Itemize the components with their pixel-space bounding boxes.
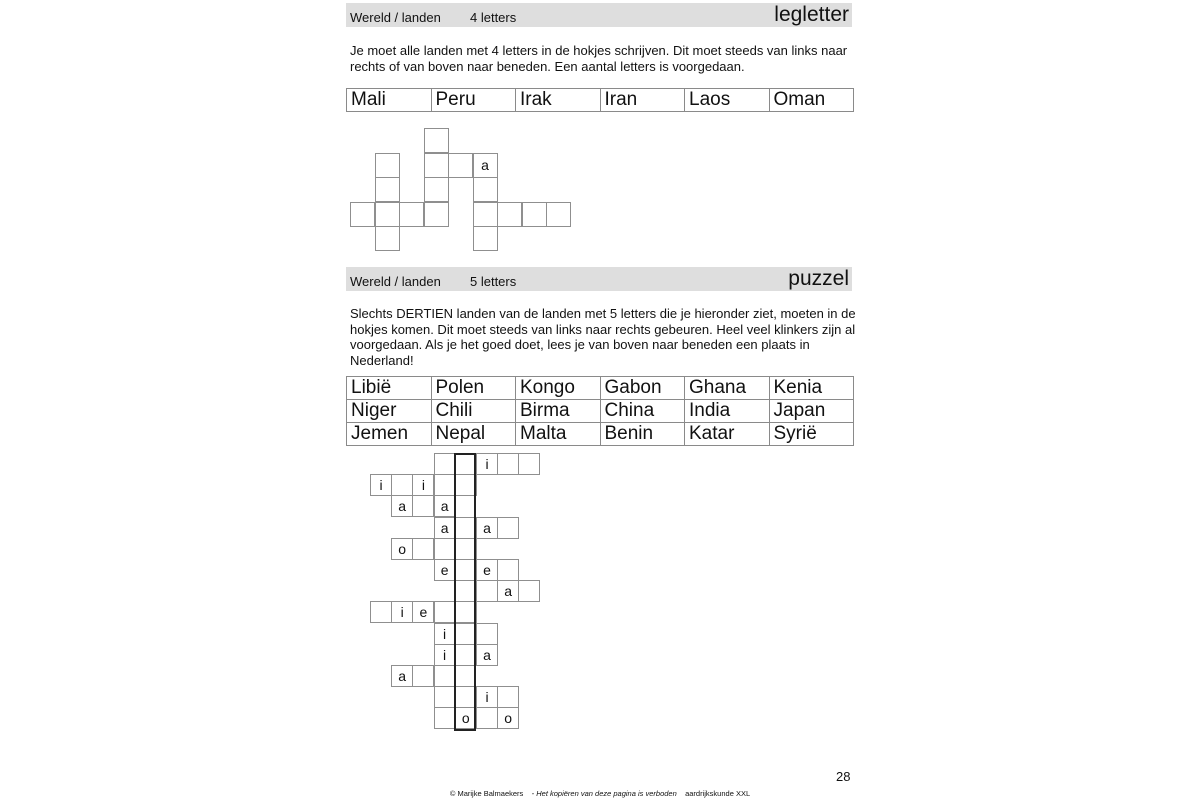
- grid-cell[interactable]: a: [473, 153, 498, 178]
- grid-cell[interactable]: [412, 538, 434, 560]
- word-cell: Birma: [516, 400, 601, 423]
- grid-cell[interactable]: a: [391, 665, 413, 687]
- solution-cell[interactable]: [455, 474, 477, 496]
- word-cell: Katar: [685, 423, 770, 446]
- word-cell: Syrië: [769, 423, 854, 446]
- instructions-4-letters: Je moet alle landen met 4 letters in de hokjes schrijven. Dit moet steeds van links naar rechts of van boven naar beneden. Een aantal letters is voorgedaan.: [350, 43, 848, 74]
- solution-cell[interactable]: [455, 538, 477, 560]
- grid-cell[interactable]: [434, 665, 456, 687]
- word-cell: Gabon: [600, 377, 685, 400]
- solution-cell[interactable]: [455, 644, 477, 666]
- grid-cell[interactable]: [434, 453, 456, 475]
- word-cell: Irak: [516, 89, 601, 112]
- section-subject: Wereld / landen: [350, 274, 441, 289]
- word-cell: Kongo: [516, 377, 601, 400]
- solution-cell[interactable]: [455, 601, 477, 623]
- grid-cell[interactable]: i: [476, 686, 498, 708]
- grid-cell[interactable]: [497, 517, 519, 539]
- grid-cell[interactable]: [518, 580, 540, 602]
- footer-copyright: © Marijke Balmaekers: [449, 789, 524, 798]
- grid-cell[interactable]: a: [497, 580, 519, 602]
- word-cell: Peru: [431, 89, 516, 112]
- grid-cell[interactable]: [497, 559, 519, 581]
- grid-cell[interactable]: i: [391, 601, 413, 623]
- word-cell: Oman: [769, 89, 854, 112]
- grid-cell[interactable]: [476, 707, 498, 729]
- solution-cell[interactable]: [455, 580, 477, 602]
- solution-cell[interactable]: [455, 686, 477, 708]
- footer-book: aardrijkskunde XXL: [685, 789, 751, 798]
- grid-cell[interactable]: i: [370, 474, 392, 496]
- word-cell: Iran: [600, 89, 685, 112]
- grid-cell[interactable]: a: [476, 644, 498, 666]
- grid-cell[interactable]: [497, 686, 519, 708]
- grid-cell[interactable]: [434, 707, 456, 729]
- word-cell: Nepal: [431, 423, 516, 446]
- word-cell: Libië: [347, 377, 432, 400]
- instructions-5-letters: Slechts DERTIEN landen van de landen met 5 letters die je hieronder ziet, moeten in de hokjes komen. Dit moet steeds van links naar rechts gebeuren. Heel veel klinkers zijn al voorgedaan. Als je het goed doet, lees je van boven naar beneden een plaats in Nederland!: [350, 306, 856, 368]
- grid-cell[interactable]: [412, 665, 434, 687]
- word-cell: Jemen: [347, 423, 432, 446]
- section-title: puzzel: [788, 267, 849, 290]
- section-title: legletter: [774, 3, 849, 26]
- word-cell: India: [685, 400, 770, 423]
- grid-cell[interactable]: [434, 601, 456, 623]
- solution-cell[interactable]: [455, 453, 477, 475]
- section-subject: Wereld / landen: [350, 10, 441, 25]
- grid-cell[interactable]: [476, 623, 498, 645]
- grid-cell[interactable]: a: [476, 517, 498, 539]
- grid-cell[interactable]: e: [412, 601, 434, 623]
- footer-notice: - Het kopiëren van deze pagina is verboden: [531, 789, 677, 798]
- word-cell: China: [600, 400, 685, 423]
- grid-cell[interactable]: a: [434, 495, 456, 517]
- grid-cell[interactable]: [434, 538, 456, 560]
- grid-cell[interactable]: i: [476, 453, 498, 475]
- grid-cell[interactable]: a: [434, 517, 456, 539]
- grid-cell[interactable]: [370, 601, 392, 623]
- word-cell: Kenia: [769, 377, 854, 400]
- grid-cell[interactable]: e: [476, 559, 498, 581]
- grid-cell[interactable]: [412, 495, 434, 517]
- word-cell: Ghana: [685, 377, 770, 400]
- word-cell: Laos: [685, 89, 770, 112]
- word-cell: Benin: [600, 423, 685, 446]
- solution-cell[interactable]: [455, 623, 477, 645]
- section-letter-count: 4 letters: [470, 10, 517, 25]
- word-cell: Niger: [347, 400, 432, 423]
- grid-cell[interactable]: [476, 580, 498, 602]
- grid-cell[interactable]: i: [434, 623, 456, 645]
- grid-cell[interactable]: e: [434, 559, 456, 581]
- word-cell: Japan: [769, 400, 854, 423]
- solution-cell[interactable]: o: [455, 707, 477, 729]
- solution-cell[interactable]: [455, 517, 477, 539]
- grid-cell[interactable]: i: [434, 644, 456, 666]
- word-cell: Malta: [516, 423, 601, 446]
- grid-cell[interactable]: [497, 453, 519, 475]
- grid-cell[interactable]: a: [391, 495, 413, 517]
- grid-cell[interactable]: [434, 474, 456, 496]
- section-letter-count: 5 letters: [470, 274, 517, 289]
- word-cell: Polen: [431, 377, 516, 400]
- word-cell: Mali: [347, 89, 432, 112]
- grid-cell[interactable]: [391, 474, 413, 496]
- grid-cell[interactable]: [434, 686, 456, 708]
- grid-cell[interactable]: o: [497, 707, 519, 729]
- grid-cell[interactable]: i: [412, 474, 434, 496]
- footer: [0, 789, 1200, 798]
- page-number: 28: [836, 769, 851, 784]
- grid-cell[interactable]: [518, 453, 540, 475]
- word-cell: Chili: [431, 400, 516, 423]
- solution-cell[interactable]: [455, 559, 477, 581]
- grid-cell[interactable]: o: [391, 538, 413, 560]
